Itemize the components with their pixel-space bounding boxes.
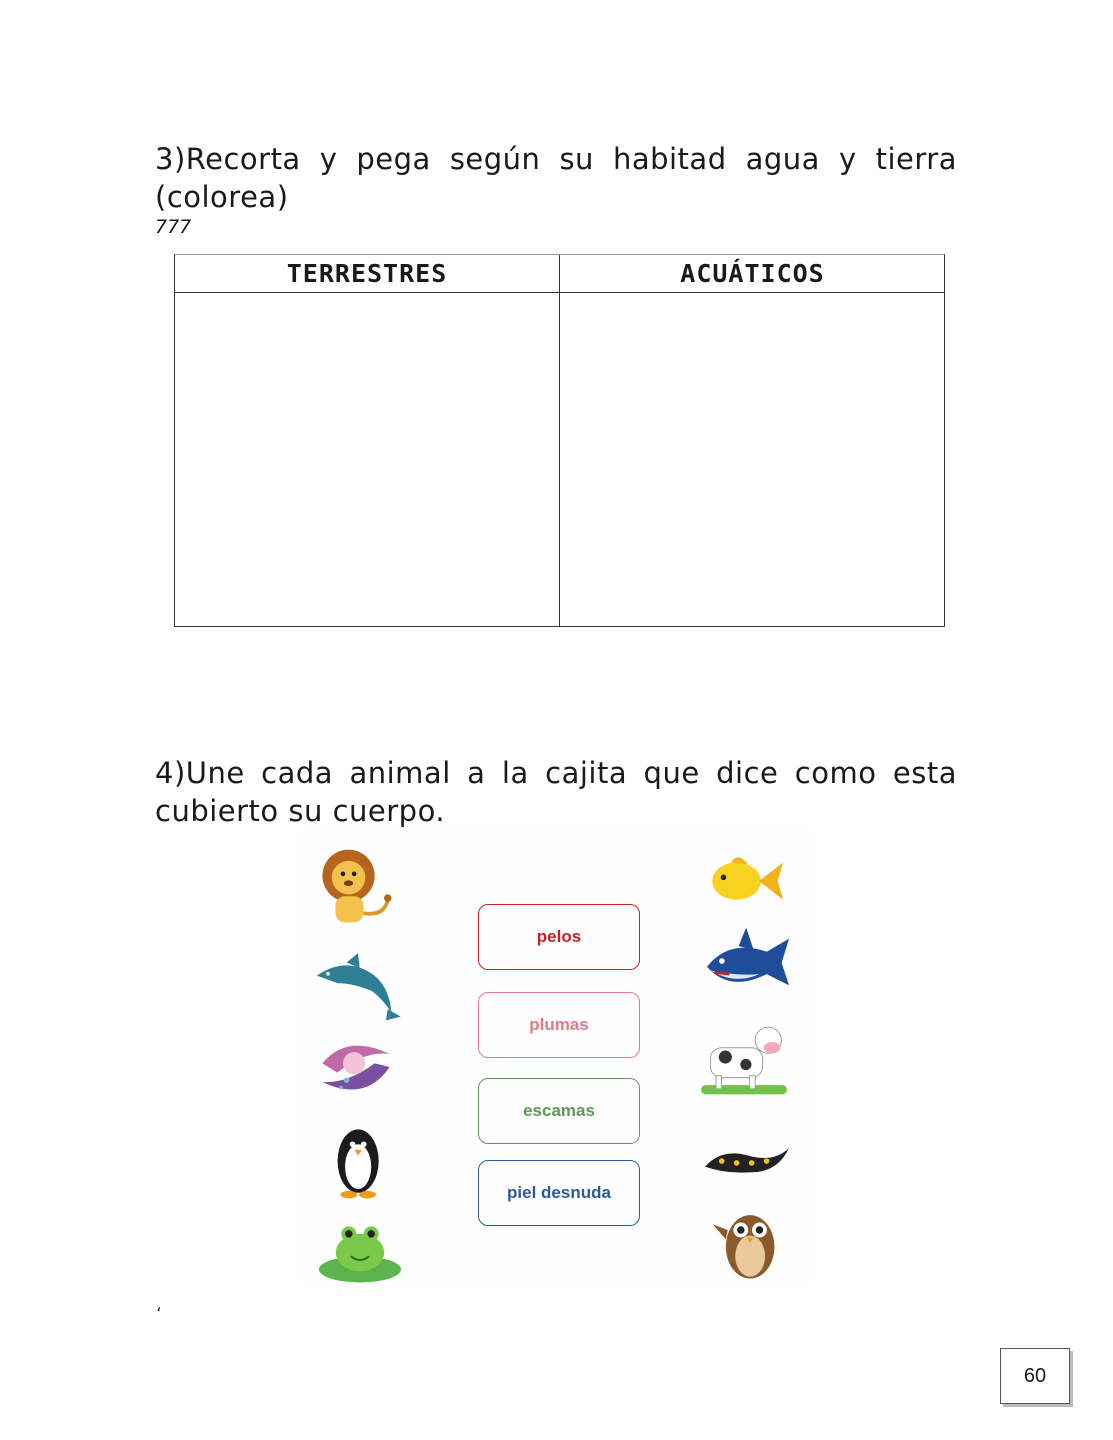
goldfish-icon[interactable] — [696, 840, 792, 924]
penguin-icon[interactable] — [312, 1120, 408, 1204]
box-pelos[interactable] — [478, 904, 640, 970]
box-pelos-label: pelos — [536, 927, 582, 946]
box-piel-desnuda[interactable] — [478, 1160, 640, 1226]
cow-icon[interactable] — [696, 1016, 792, 1100]
salamander-icon[interactable] — [698, 1120, 794, 1204]
header-acuaticos: ACUÁTICOS — [680, 259, 825, 288]
owl-icon[interactable] — [704, 1202, 800, 1286]
shark-icon[interactable] — [700, 920, 796, 1004]
habitat-table — [174, 254, 945, 627]
header-terrestres: TERRESTRES — [286, 259, 448, 288]
page-number: 60 — [1000, 1348, 1070, 1404]
table-divider — [559, 255, 560, 626]
handwritten-note: 777 — [155, 216, 192, 238]
lion-icon[interactable] — [308, 844, 404, 928]
box-escamas[interactable] — [478, 1078, 640, 1144]
stray-mark: ، — [156, 1296, 162, 1315]
matching-panel — [300, 830, 812, 1282]
frog-icon[interactable] — [312, 1204, 408, 1288]
dolphin-icon[interactable] — [308, 942, 404, 1026]
question-4-instruction: 4)Une cada animal a la cajita que dice como esta cubierto su cuerpo. — [155, 756, 957, 828]
question-3-instruction: 3)Recorta y pega según su habitad agua y tierra (colorea) — [155, 142, 957, 214]
box-plumas[interactable] — [478, 992, 640, 1058]
table-header-line — [175, 292, 944, 293]
box-escamas-label: escamas — [523, 1101, 595, 1120]
box-plumas-label: plumas — [529, 1015, 589, 1034]
axolotl-icon[interactable] — [308, 1026, 404, 1110]
box-piel-desnuda-label: piel desnuda — [507, 1183, 611, 1202]
